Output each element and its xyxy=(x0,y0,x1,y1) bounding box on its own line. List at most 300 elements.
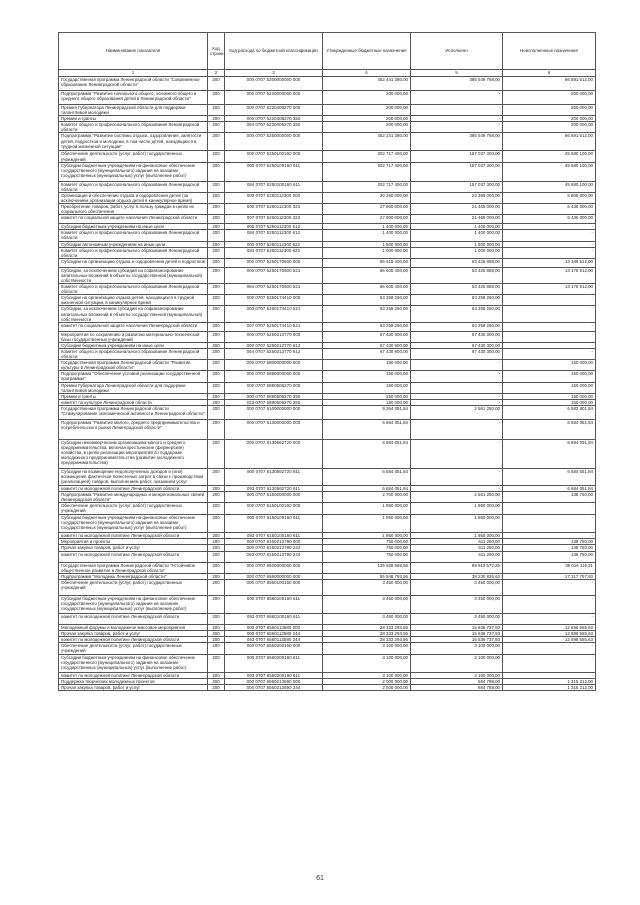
table-row xyxy=(59,579,596,595)
row-executed: - xyxy=(411,116,503,122)
row-executed: 3 100 000,00 xyxy=(411,655,503,673)
row-line-code: 200 xyxy=(208,636,225,642)
row-unexecuted: - xyxy=(503,230,596,241)
table-row xyxy=(59,685,596,691)
row-budget-code: 000 0707 5250000000 000 xyxy=(225,133,323,151)
row-line-code: 200 xyxy=(208,105,225,116)
row-unexecuted: 138 750,00 xyxy=(503,539,596,545)
row-name: Премия Губернатора Ленинградской области для поддержки талантливой молодежи xyxy=(59,105,208,116)
row-approved: 452 241 380,00 xyxy=(323,133,411,151)
row-unexecuted: 13 178 512,00 xyxy=(503,267,596,283)
row-executed: 611 250,00 xyxy=(411,551,503,562)
table-row xyxy=(59,643,596,655)
row-budget-code: 084 0707 5250112300 622 xyxy=(225,247,323,258)
row-budget-code: 000 0707 6150213780 244 xyxy=(225,545,323,551)
row-name: Субсидии бюджетным учреждениям на иные цели xyxy=(59,224,208,230)
row-budget-code: 000 0707 6130562720 000 xyxy=(225,439,323,468)
row-approved: 202 717 400,00 xyxy=(323,162,411,181)
table-row xyxy=(59,122,596,133)
row-line-code: 200 xyxy=(208,399,225,405)
row-executed: - xyxy=(411,122,503,133)
row-unexecuted: 13 178 512,00 xyxy=(503,284,596,295)
row-unexecuted: 138 750,00 xyxy=(503,551,596,562)
table-row xyxy=(59,322,596,331)
row-budget-code: 000 0707 5250170600 000 xyxy=(225,258,323,267)
row-line-code: 200 xyxy=(208,247,225,258)
row-line-code: 200 xyxy=(208,624,225,630)
row-name: Поддержка творческих молодежных проектов xyxy=(59,679,208,685)
row-unexecuted: - xyxy=(503,533,596,539)
row-executed: 15 636 737,93 xyxy=(411,630,503,636)
row-budget-code: 023 0707 5880506270 350 xyxy=(225,399,323,405)
row-line-code: 200 xyxy=(208,393,225,399)
row-approved: 750 000,00 xyxy=(323,539,411,545)
row-name: комитет по молодежной политике Ленинградской области xyxy=(59,613,208,624)
table-row xyxy=(59,204,596,215)
row-budget-code: 093 0707 6560100160 611 xyxy=(225,613,323,624)
row-unexecuted: 200 000,00 xyxy=(503,105,596,116)
row-line-code: 200 xyxy=(208,515,225,533)
row-executed: - xyxy=(411,419,503,439)
row-approved: 67 430 900,00 xyxy=(323,342,411,348)
row-name: Государственная программа Ленинградской области "Стимулирование экономической активности Ленинградской области" xyxy=(59,405,208,419)
row-unexecuted: - xyxy=(503,224,596,230)
row-budget-code: 000 0707 5250112300 000 xyxy=(225,192,323,203)
row-line-code: 200 xyxy=(208,342,225,348)
row-budget-code: 007 0707 5250174410 521 xyxy=(225,322,323,331)
row-unexecuted: - xyxy=(503,643,596,655)
row-unexecuted: - xyxy=(503,306,596,322)
row-approved: 67 430 900,00 xyxy=(323,349,411,360)
row-unexecuted: 150 000,00 xyxy=(503,399,596,405)
row-budget-code: 000 0707 5250100160 611 xyxy=(225,162,323,181)
row-approved: 3 100 000,00 xyxy=(323,643,411,655)
table-row xyxy=(59,133,596,151)
row-unexecuted: 66 891 612,00 xyxy=(503,77,596,91)
row-executed: 3 450 000,00 xyxy=(411,579,503,595)
row-name: Субсидии, за исключением субсидий на софинансирование капитальных вложений в объекты государственной (муниципальной) собственности xyxy=(59,306,208,322)
row-line-code: 200 xyxy=(208,419,225,439)
row-budget-code: 000 0707 6560113580 000 xyxy=(225,624,323,630)
row-unexecuted: 138 750,00 xyxy=(503,492,596,503)
row-approved: 200 000,00 xyxy=(323,91,411,105)
row-executed: 2 561 250,00 xyxy=(411,405,503,419)
row-budget-code: 000 0707 6560200160 611 xyxy=(225,655,323,673)
row-budget-code: 093 0707 6560200160 611 xyxy=(225,673,323,679)
table-row xyxy=(59,181,596,192)
row-line-code: 200 xyxy=(208,133,225,151)
row-name: Подпрограмма "Развитие международных и межрегиональных связей Ленинградской области" xyxy=(59,492,208,503)
row-budget-code: 000 0707 6560200160 000 xyxy=(225,643,323,655)
row-executed: - xyxy=(411,393,503,399)
row-executed: 2 561 250,00 xyxy=(411,492,503,503)
row-unexecuted: 12 696 555,63 xyxy=(503,624,596,630)
row-budget-code: 000 0707 5200000000 000 xyxy=(225,77,323,91)
row-executed: 1 950 000,00 xyxy=(411,533,503,539)
table-row xyxy=(59,551,596,562)
row-budget-code: 093 0707 6150213780 244 xyxy=(225,551,323,562)
row-name: комитет по социальной защите населения Ленинградской области xyxy=(59,322,208,331)
table-row xyxy=(59,162,596,181)
row-approved: 67 430 900,00 xyxy=(323,331,411,342)
row-budget-code: 000 0707 5250213770 612 xyxy=(225,342,323,348)
row-name: Подпрограмма "Развитие малого, среднего предпринимательства и потребительского рынка Ленинградской области" xyxy=(59,419,208,439)
row-unexecuted: - xyxy=(503,613,596,624)
row-approved: 150 000,00 xyxy=(323,393,411,399)
row-name: Субсидии, за исключением субсидий на софинансирование капитальных вложений в объекты государственной (муниципальной) собственности xyxy=(59,267,208,283)
row-approved: 200 000,00 xyxy=(323,122,411,133)
row-executed: 53 426 888,00 xyxy=(411,267,503,283)
row-unexecuted: 12 696 555,63 xyxy=(503,636,596,642)
row-budget-code: 000 0707 5250174410 521 xyxy=(225,306,323,322)
row-approved: 750 000,00 xyxy=(323,551,411,562)
row-executed: 53 426 888,00 xyxy=(411,258,503,267)
table-row xyxy=(59,151,596,162)
row-name: Субсидии на организацию отдыха детей, находящихся в трудной жизненной ситуации, в каникулярное время xyxy=(59,295,208,306)
row-line-code: 200 xyxy=(208,241,225,247)
table-row xyxy=(59,105,596,116)
row-budget-code: 000 0707 5880506270 000 xyxy=(225,382,323,393)
row-executed: 67 430 300,00 xyxy=(411,342,503,348)
row-approved: 202 717 400,00 xyxy=(323,181,411,192)
row-executed: 611 250,00 xyxy=(411,539,503,545)
row-unexecuted: - xyxy=(503,342,596,348)
row-executed: 611 250,00 xyxy=(411,545,503,551)
row-executed: - xyxy=(411,399,503,405)
column-index: 2 xyxy=(208,70,225,77)
row-executed: 15 636 737,93 xyxy=(411,636,503,642)
budget-execution-table xyxy=(58,32,596,691)
row-approved: 2 700 000,00 xyxy=(323,492,411,503)
row-unexecuted: - xyxy=(503,673,596,679)
row-unexecuted: - xyxy=(503,331,596,342)
row-budget-code: 000 0707 6150100160 000 xyxy=(225,503,323,515)
row-name: Прочая закупка товаров, работ и услуг xyxy=(59,630,208,636)
row-executed: 157 037 300,00 xyxy=(411,151,503,162)
row-name: Премии и гранты xyxy=(59,116,208,122)
row-name: Подпрограмма "Обеспечение условий реализации государственной программы" xyxy=(59,371,208,382)
row-budget-code: 084 0707 5250170600 521 xyxy=(225,284,323,295)
row-unexecuted: 45 680 100,00 xyxy=(503,181,596,192)
row-name: Комитет общего и профессионального образования Ленинградской области xyxy=(59,122,208,133)
row-executed: 1 950 000,00 xyxy=(411,515,503,533)
table-row xyxy=(59,562,596,573)
row-unexecuted: 200 000,00 xyxy=(503,91,596,105)
row-line-code: 200 xyxy=(208,382,225,393)
row-unexecuted: 36 015 116,31 xyxy=(503,562,596,573)
row-line-code: 200 xyxy=(208,116,225,122)
row-executed: 1 000 000,00 xyxy=(411,247,503,258)
row-unexecuted: - xyxy=(503,241,596,247)
row-budget-code: 000 0707 5250170600 521 xyxy=(225,267,323,283)
row-executed: 24 385 000,00 xyxy=(411,192,503,203)
row-approved: 9 264 051,84 xyxy=(323,405,411,419)
row-name: комитет по молодежной политике Ленинградской области xyxy=(59,551,208,562)
row-budget-code: 000 0707 6150000000 000 xyxy=(225,492,323,503)
row-line-code: 200 xyxy=(208,151,225,162)
row-budget-code: 000 0707 6130000000 000 xyxy=(225,419,323,439)
row-executed: 53 426 888,00 xyxy=(411,284,503,295)
row-unexecuted: 6 435 000,00 xyxy=(503,215,596,224)
table-row xyxy=(59,515,596,533)
table-row xyxy=(59,247,596,258)
table-row xyxy=(59,331,596,342)
row-line-code: 200 xyxy=(208,533,225,539)
row-budget-code: 000 0707 6150213780 000 xyxy=(225,539,323,545)
table-row xyxy=(59,77,596,91)
row-line-code: 200 xyxy=(208,284,225,295)
row-unexecuted: 1 315 212,00 xyxy=(503,679,596,685)
row-line-code: 200 xyxy=(208,551,225,562)
row-line-code: 200 xyxy=(208,258,225,267)
row-line-code: 200 xyxy=(208,306,225,322)
row-line-code: 200 xyxy=(208,685,225,691)
row-approved: 6 684 051,84 xyxy=(323,419,411,439)
row-name: Субсидии бюджетным учреждениям на финансовое обеспечение государственного (муниципального) задания на оказание государственных (муниципальных) услуг (выполнение работ) xyxy=(59,595,208,613)
row-approved: 6 684 051,84 xyxy=(323,468,411,485)
row-budget-code: 000 0707 6560000000 000 xyxy=(225,573,323,579)
row-line-code: 200 xyxy=(208,181,225,192)
row-line-code: 200 xyxy=(208,679,225,685)
row-line-code: 200 xyxy=(208,77,225,91)
row-line-code: 200 xyxy=(208,122,225,133)
row-executed: 3 450 000,00 xyxy=(411,595,503,613)
row-unexecuted: 150 000,00 xyxy=(503,360,596,371)
row-executed: 99 913 572,25 xyxy=(411,562,503,573)
row-approved: 1 400 000,00 xyxy=(323,224,411,230)
row-budget-code: 000 0707 6500000000 000 xyxy=(225,562,323,573)
row-name: Обеспечение деятельности (услуг, работ) государственных учреждений xyxy=(59,579,208,595)
row-name: Молодежный форумы и молодежное массовое мероприятия xyxy=(59,624,208,630)
column-index: 3 xyxy=(225,70,323,77)
row-budget-code: 000 0707 5250100160 000 xyxy=(225,151,323,162)
table-row xyxy=(59,468,596,485)
row-name: Обеспечение деятельности (услуг, работ) государственных учреждений xyxy=(59,503,208,515)
row-line-code: 200 xyxy=(208,545,225,551)
header-executed: Исполнено xyxy=(411,33,503,70)
row-executed: 21 465 000,00 xyxy=(411,215,503,224)
row-unexecuted: 6 684 051,84 xyxy=(503,439,596,468)
row-executed: 1 400 000,00 xyxy=(411,224,503,230)
row-line-code: 200 xyxy=(208,439,225,468)
row-line-code: 200 xyxy=(208,349,225,360)
row-line-code: 200 xyxy=(208,360,225,371)
row-name: Обеспечение деятельности (услуг, работ) государственных учреждений xyxy=(59,151,208,162)
table-row xyxy=(59,595,596,613)
column-index-row xyxy=(59,70,596,77)
row-approved: 28 333 293,56 xyxy=(323,624,411,630)
row-executed: - xyxy=(411,360,503,371)
row-line-code: 200 xyxy=(208,322,225,331)
row-line-code: 200 xyxy=(208,579,225,595)
row-budget-code: 000 0707 5880000000 000 xyxy=(225,371,323,382)
row-unexecuted: 66 691 612,00 xyxy=(503,133,596,151)
row-name: Субсидии автономным учреждениям на иные цели xyxy=(59,241,208,247)
row-approved: 452 441 380,00 xyxy=(323,77,411,91)
row-line-code: 200 xyxy=(208,595,225,613)
header-name: Наименование показателя xyxy=(59,33,208,70)
row-budget-code: 007 0707 5250112300 323 xyxy=(225,215,323,224)
row-unexecuted: - xyxy=(503,295,596,306)
table-row xyxy=(59,439,596,468)
row-name: Государственная программа Ленинградской области "Развитие культуры в Ленинградской области" xyxy=(59,360,208,371)
row-line-code: 200 xyxy=(208,405,225,419)
row-budget-code: 093 0707 6150100160 611 xyxy=(225,533,323,539)
row-unexecuted: - xyxy=(503,349,596,360)
row-unexecuted: 1 315 212,00 xyxy=(503,685,596,691)
table-header-row xyxy=(59,33,596,70)
table-row xyxy=(59,306,596,322)
table-row xyxy=(59,492,596,503)
row-budget-code: 000 0707 6560213590 000 xyxy=(225,679,323,685)
row-approved: 200 000,00 xyxy=(323,105,411,116)
row-approved: 28 333 293,56 xyxy=(323,630,411,636)
row-line-code: 200 xyxy=(208,673,225,679)
row-line-code: 200 xyxy=(208,468,225,485)
row-line-code: 200 xyxy=(208,192,225,203)
row-line-code: 200 xyxy=(208,230,225,241)
row-budget-code: 093 0707 6130562720 811 xyxy=(225,485,323,491)
row-budget-code: 000 0707 5250112300 612 xyxy=(225,224,323,230)
row-approved: 150 000,00 xyxy=(323,399,411,405)
row-name: комитет по культуре Ленинградской области xyxy=(59,399,208,405)
table-row xyxy=(59,230,596,241)
row-name: Государственная программа Ленинградской области "Современное образование Ленинградской области" xyxy=(59,77,208,91)
row-name: Субсидии бюджетным учреждениям на иные цели xyxy=(59,342,208,348)
column-index: 1 xyxy=(59,70,208,77)
row-executed: 385 549 768,00 xyxy=(411,77,503,91)
row-executed: 1 950 000,00 xyxy=(411,503,503,515)
row-name: Мероприятия по сохранению и развитию материально-технической базы государственных учреждений xyxy=(59,331,208,342)
column-index: 6 xyxy=(503,70,596,77)
row-approved: 1 400 000,00 xyxy=(323,230,411,241)
row-budget-code: 000 0707 5800000000 000 xyxy=(225,360,323,371)
row-unexecuted: 6 684 051,84 xyxy=(503,485,596,491)
row-line-code: 200 xyxy=(208,562,225,573)
row-approved: 2 000 000,00 xyxy=(323,679,411,685)
row-approved: 63 258 260,00 xyxy=(323,295,411,306)
row-unexecuted: - xyxy=(503,515,596,533)
table-row xyxy=(59,215,596,224)
table-body xyxy=(59,77,596,691)
row-approved: 3 450 000,00 xyxy=(323,579,411,595)
row-executed: - xyxy=(411,105,503,116)
row-line-code: 200 xyxy=(208,613,225,624)
row-executed: 63 258 260,00 xyxy=(411,306,503,322)
row-approved: 150 000,00 xyxy=(323,371,411,382)
row-line-code: 200 xyxy=(208,630,225,636)
row-name: Прочая закупка товаров, работ и услуг xyxy=(59,545,208,551)
row-executed: 3 100 000,00 xyxy=(411,643,503,655)
column-index: 5 xyxy=(411,70,503,77)
row-approved: 1 000 000,00 xyxy=(323,247,411,258)
row-unexecuted: 5 805 000,00 xyxy=(503,192,596,203)
row-line-code: 200 xyxy=(208,503,225,515)
row-approved: 6 684 051,84 xyxy=(323,439,411,468)
table-row xyxy=(59,371,596,382)
row-budget-code: 000 0707 5220000000 000 xyxy=(225,91,323,105)
row-unexecuted: 45 680 100,00 xyxy=(503,151,596,162)
row-name: комитет по молодежной политике Ленинградской области xyxy=(59,485,208,491)
table-row xyxy=(59,258,596,267)
table-row xyxy=(59,360,596,371)
row-approved: 66 605 400,00 xyxy=(323,267,411,283)
page-number: 61 xyxy=(316,875,324,882)
table-row xyxy=(59,295,596,306)
column-index: 4 xyxy=(323,70,411,77)
row-executed: 67 430 300,00 xyxy=(411,331,503,342)
row-name: Субсидии некоммерческим организациям малого и среднего предпринимательства, включая крестьянские (фермерские) хозяйства, в целях реализации мероприятий по поддержке молодежного предпринимательства (развитие молодежного предпринимательства) xyxy=(59,439,208,468)
row-budget-code: 000 0707 6560100160 611 xyxy=(225,595,323,613)
row-line-code: 200 xyxy=(208,492,225,503)
table-row xyxy=(59,284,596,295)
row-executed: - xyxy=(411,91,503,105)
row-approved: 66 605 400,00 xyxy=(323,284,411,295)
row-approved: 63 258 260,00 xyxy=(323,322,411,331)
row-line-code: 200 xyxy=(208,485,225,491)
row-unexecuted: 138 750,00 xyxy=(503,545,596,551)
row-name: Премии и гранты xyxy=(59,393,208,399)
row-name: Комитет общего и профессионального образования Ленинградской области xyxy=(59,247,208,258)
row-line-code: 200 xyxy=(208,215,225,224)
row-executed: 15 636 737,93 xyxy=(411,624,503,630)
row-line-code: 200 xyxy=(208,371,225,382)
row-approved: 135 928 688,56 xyxy=(323,562,411,573)
row-name: Приобретение товаров, работ, услуг в пользу граждан в целях их социального обеспечения xyxy=(59,204,208,215)
row-approved: 55 548 793,56 xyxy=(323,573,411,579)
row-name: Субсидии бюджетным учреждениям на финансовое обеспечение государственного (муниципального) задания на оказание государственных (муниципальных) услуг (выполнение работ) xyxy=(59,515,208,533)
row-unexecuted: - xyxy=(503,322,596,331)
row-budget-code: 000 0707 6130562720 811 xyxy=(225,468,323,485)
row-name: Субсидии бюджетным учреждениям на финансовое обеспечение государственного (муниципального) задания на оказание государственных (муниципальных) услуг (выполнение работ) xyxy=(59,655,208,673)
row-line-code: 200 xyxy=(208,224,225,230)
row-unexecuted: 12 696 555,63 xyxy=(503,630,596,636)
row-name: Комитет общего и профессионального образования Ленинградской области xyxy=(59,284,208,295)
row-name: Подпрограмма "Развитие системы отдыха, оздоровления, занятости детей, подростков и молодежи, в том числе детей, находящихся в трудной жизненной ситуации" xyxy=(59,133,208,151)
row-executed: 3 100 000,00 xyxy=(411,673,503,679)
row-budget-code: 000 0707 5250213770 000 xyxy=(225,331,323,342)
row-approved: 1 950 000,00 xyxy=(323,515,411,533)
table-row xyxy=(59,349,596,360)
row-name: комитет по молодежной политике Ленинградской области xyxy=(59,533,208,539)
table-row xyxy=(59,419,596,439)
row-name: Премии Губернатора Ленинградской области для поддержки талантливой молодежи xyxy=(59,382,208,393)
row-executed: 3 450 000,00 xyxy=(411,613,503,624)
row-approved: 6 684 051,84 xyxy=(323,485,411,491)
row-executed: 38 230 836,63 xyxy=(411,573,503,579)
row-executed: 385 549 768,00 xyxy=(411,133,503,151)
row-unexecuted: - xyxy=(503,595,596,613)
row-unexecuted: 6 582 801,84 xyxy=(503,405,596,419)
row-name: Субсидии бюджетным учреждениям на финансовое обеспечение государственного (муниципального) задания на оказание государственных (муниципальных) услуг (выполнение работ) xyxy=(59,162,208,181)
row-line-code: 200 xyxy=(208,91,225,105)
row-unexecuted: 17 317 757,93 xyxy=(503,573,596,579)
row-approved: 3 100 000,00 xyxy=(323,673,411,679)
row-executed: 157 037 300,00 xyxy=(411,181,503,192)
row-approved: 1 500 000,00 xyxy=(323,241,411,247)
row-approved: 3 450 000,00 xyxy=(323,613,411,624)
row-budget-code: 093 0707 6560113580 244 xyxy=(225,636,323,642)
row-approved: 150 000,00 xyxy=(323,360,411,371)
row-unexecuted: - xyxy=(503,579,596,595)
row-executed: - xyxy=(411,439,503,468)
header-unexecuted: Неисполненные назначения xyxy=(503,33,596,70)
row-executed: 67 430 300,00 xyxy=(411,349,503,360)
row-name: Комитет общего и профессионального образования Ленинградской области xyxy=(59,181,208,192)
row-approved: 63 258 260,00 xyxy=(323,306,411,322)
table-row xyxy=(59,503,596,515)
row-name: Обеспечение деятельности (услуг, работ) государственных учреждений xyxy=(59,643,208,655)
